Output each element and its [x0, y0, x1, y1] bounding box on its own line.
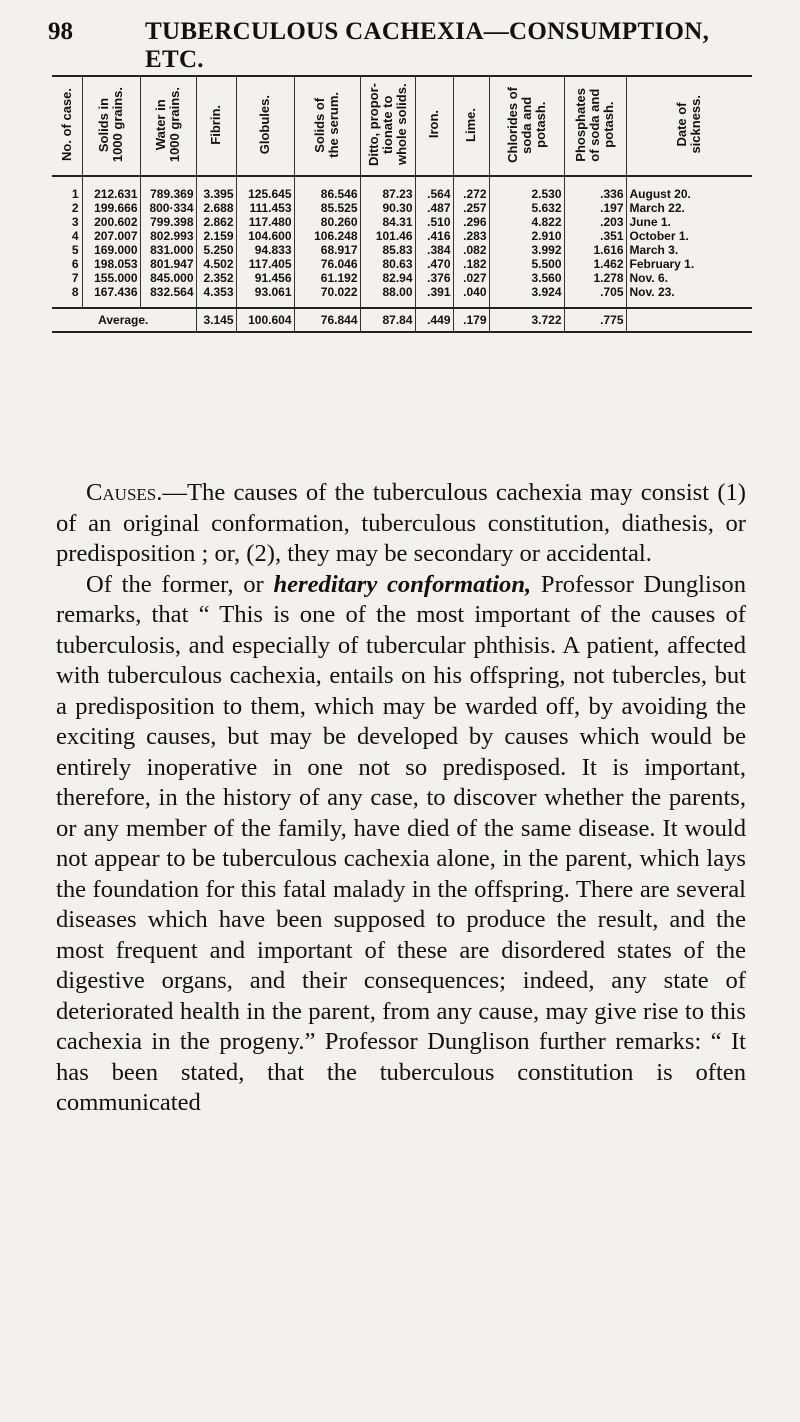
- table-cell: 80.260: [294, 215, 360, 229]
- table-cell: 111.453: [236, 201, 294, 215]
- table-cell: .384: [415, 243, 453, 257]
- table-body: [52, 176, 752, 332]
- table-cell: 4.502: [196, 257, 236, 271]
- average-cell: 3.145: [196, 308, 236, 332]
- table-row: [52, 215, 752, 229]
- table-cell: 86.546: [294, 176, 360, 201]
- table-cell: 169.000: [82, 243, 140, 257]
- table-row: [52, 176, 752, 201]
- table-cell: 167.436: [82, 285, 140, 308]
- table-cell: .197: [564, 201, 626, 215]
- table-cell: .027: [453, 271, 489, 285]
- table-cell: 1.616: [564, 243, 626, 257]
- table-cell: 832.564: [140, 285, 196, 308]
- table-cell: .705: [564, 285, 626, 308]
- col-header-case: No. of case.: [52, 76, 82, 176]
- table-cell: 5.632: [489, 201, 564, 215]
- table-cell: Nov. 23.: [626, 285, 752, 308]
- table-cell: 198.053: [82, 257, 140, 271]
- table-cell: .336: [564, 176, 626, 201]
- col-header-solids: Solids in 1000 grains.: [82, 76, 140, 176]
- table-cell: 82.94: [360, 271, 415, 285]
- col-header-iron: Iron.: [415, 76, 453, 176]
- table-cell: .416: [415, 229, 453, 243]
- table-cell: 3.992: [489, 243, 564, 257]
- paragraph-hereditary: [56, 570, 746, 1119]
- table-cell: 3.560: [489, 271, 564, 285]
- average-cell: 100.604: [236, 308, 294, 332]
- table-cell: 207.007: [82, 229, 140, 243]
- table-cell: 87.23: [360, 176, 415, 201]
- table-row: [52, 271, 752, 285]
- table-cell: 799.398: [140, 215, 196, 229]
- table-cell: .376: [415, 271, 453, 285]
- table-cell: 3.395: [196, 176, 236, 201]
- col-header-water: Water in 1000 grains.: [140, 76, 196, 176]
- table-cell: 80.63: [360, 257, 415, 271]
- table-cell: October 1.: [626, 229, 752, 243]
- table-cell: .391: [415, 285, 453, 308]
- table-cell: 85.525: [294, 201, 360, 215]
- table-cell: 5.250: [196, 243, 236, 257]
- table-cell: 117.405: [236, 257, 294, 271]
- table-cell: 117.480: [236, 215, 294, 229]
- hereditary-term: hereditary conformation,: [273, 570, 532, 598]
- table-cell: 76.046: [294, 257, 360, 271]
- table-cell: 3.924: [489, 285, 564, 308]
- col-header-serum-solids: Solids of the serum.: [294, 76, 360, 176]
- table-cell: 1.462: [564, 257, 626, 271]
- table-cell: 70.022: [294, 285, 360, 308]
- table-cell: 801.947: [140, 257, 196, 271]
- table-cell: .487: [415, 201, 453, 215]
- table-cell: 802.993: [140, 229, 196, 243]
- col-header-lime: Lime.: [453, 76, 489, 176]
- average-cell: 87.84: [360, 308, 415, 332]
- table-cell: 831.000: [140, 243, 196, 257]
- average-cell: 3.722: [489, 308, 564, 332]
- table-cell: 101.46: [360, 229, 415, 243]
- table-cell: 104.600: [236, 229, 294, 243]
- table-cell: August 20.: [626, 176, 752, 201]
- table-cell: 93.061: [236, 285, 294, 308]
- table-row: [52, 229, 752, 243]
- col-header-date: Date of sickness.: [626, 76, 752, 176]
- table-cell: Nov. 6.: [626, 271, 752, 285]
- table-cell: 84.31: [360, 215, 415, 229]
- col-header-globules: Globules.: [236, 76, 294, 176]
- table-cell: 68.917: [294, 243, 360, 257]
- average-cell: .179: [453, 308, 489, 332]
- table-cell: .283: [453, 229, 489, 243]
- table-cell: .296: [453, 215, 489, 229]
- table-cell: 1: [71, 187, 79, 201]
- col-header-fibrin: Fibrin.: [196, 76, 236, 176]
- table-cell: 91.456: [236, 271, 294, 285]
- table-cell: 7: [71, 271, 79, 285]
- table-cell: March 22.: [626, 201, 752, 215]
- table-row: [52, 243, 752, 257]
- table-cell: 5.500: [489, 257, 564, 271]
- table-cell: 88.00: [360, 285, 415, 308]
- table-cell: 4.353: [196, 285, 236, 308]
- causes-heading: Causes.: [86, 479, 163, 506]
- col-header-chlorides: Chlorides of soda and potash.: [489, 76, 564, 176]
- table-cell: .564: [415, 176, 453, 201]
- table-cell: .082: [453, 243, 489, 257]
- col-header-proportionate: Ditto, propor- tionate to whole solids.: [360, 76, 415, 176]
- table-cell: 94.833: [236, 243, 294, 257]
- table-cell: 2.910: [489, 229, 564, 243]
- table-cell: 4.822: [489, 215, 564, 229]
- table-cell: .272: [453, 176, 489, 201]
- table-cell: 800·334: [140, 201, 196, 215]
- average-cell: 76.844: [294, 308, 360, 332]
- table-cell: 212.631: [82, 176, 140, 201]
- table-cell: 1.278: [564, 271, 626, 285]
- table-cell: 4: [71, 229, 79, 243]
- paragraph-causes: [56, 478, 746, 570]
- table-cell: 5: [71, 243, 79, 257]
- table-cell: .470: [415, 257, 453, 271]
- blood-analysis-table: [52, 75, 752, 333]
- running-title: TUBERCULOUS CACHEXIA—CONSUMPTION, ETC.: [145, 18, 710, 73]
- table-cell: 2.688: [196, 201, 236, 215]
- average-cell: .449: [415, 308, 453, 332]
- body-text: [56, 478, 746, 1119]
- table-cell: .203: [564, 215, 626, 229]
- table-cell: 199.666: [82, 201, 140, 215]
- hereditary-quote: Professor Dunglison remarks, that “ This is one of the most important of the causes of tuberculosis, and especially of tubercular phthisis. A patient, affected with tuberculous cachexia, entails on his offspring, not tubercles, but a predisposition to them, which may be warded off, by avoiding the exciting causes, but may be developed by causes which would be entirely inoperative in one not so predisposed. It is important, therefore, in the history of any case, to discover whether the parents, or any member of the family, have died of the same disease. It would not appear to be tuberculous cachexia alone, in the parent, which lays the foundation for this fatal malady in the offspring. There are several diseases which have been supposed to produce the result, and the most frequent and important of these are disordered states of the digestive organs, and their consequences; indeed, any state of deteriorated health in the parent, from any cause, may give rise to this cachexia in the progeny.” Professor Dunglison further remarks: “ It has been stated, that the tuberculous constitution is often communicated: [56, 570, 746, 1116]
- table-row: [52, 201, 752, 215]
- table-average-row: [52, 308, 752, 332]
- average-cell-empty: [626, 308, 752, 332]
- table-cell: 2.352: [196, 271, 236, 285]
- table-header-row: [52, 76, 752, 176]
- table-cell: .257: [453, 201, 489, 215]
- table-cell: March 3.: [626, 243, 752, 257]
- page-number: 98: [48, 18, 73, 45]
- causes-text: —The causes of the tuberculous cachexia may consist (1) of an original conformation, tuberculous constitution, diathesis, or predisposition ; or, (2), they may be secondary or accidental.: [56, 479, 746, 567]
- table-cell: .182: [453, 257, 489, 271]
- table-row: [52, 257, 752, 271]
- table-cell: 2: [71, 201, 79, 215]
- col-header-phosphates: Phosphates of soda and potash.: [564, 76, 626, 176]
- table-cell: 845.000: [140, 271, 196, 285]
- hereditary-lead: Of the former, or: [86, 570, 274, 598]
- average-cell: .775: [564, 308, 626, 332]
- table-cell: 789.369: [140, 176, 196, 201]
- table-cell: .510: [415, 215, 453, 229]
- table-cell: 2.530: [489, 176, 564, 201]
- blood-analysis-table-wrap: [52, 75, 752, 333]
- page-header: [48, 18, 748, 73]
- table-cell: 61.192: [294, 271, 360, 285]
- table-cell: 125.645: [236, 176, 294, 201]
- table-cell: 6: [71, 257, 79, 271]
- average-label: Average.: [52, 308, 196, 332]
- table-cell: .040: [453, 285, 489, 308]
- table-cell: .351: [564, 229, 626, 243]
- table-cell: 200.602: [82, 215, 140, 229]
- table-cell: 155.000: [82, 271, 140, 285]
- table-cell: 85.83: [360, 243, 415, 257]
- table-cell: 90.30: [360, 201, 415, 215]
- table-cell: 8: [52, 285, 82, 308]
- table-row: [52, 285, 752, 308]
- table-cell: February 1.: [626, 257, 752, 271]
- table-cell: 3: [71, 215, 79, 229]
- table-cell: 106.248: [294, 229, 360, 243]
- table-cell: June 1.: [626, 215, 752, 229]
- table-cell: 2.159: [196, 229, 236, 243]
- table-cell: 2.862: [196, 215, 236, 229]
